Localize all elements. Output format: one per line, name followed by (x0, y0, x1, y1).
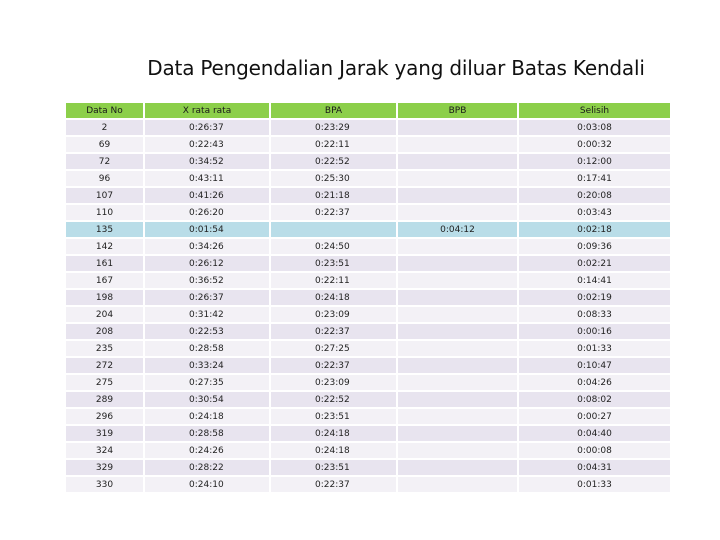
cell-data-no: 2 (66, 119, 144, 136)
cell-selisih: 0:12:00 (518, 153, 671, 170)
cell-selisih: 0:03:43 (518, 204, 671, 221)
cell-x-rata-rata: 0:31:42 (144, 306, 270, 323)
table-row (66, 442, 671, 459)
cell-bpb (397, 391, 518, 408)
cell-bpb (397, 476, 518, 493)
cell-bpa: 0:22:52 (270, 153, 397, 170)
table-row (66, 476, 671, 493)
cell-x-rata-rata: 0:28:58 (144, 340, 270, 357)
cell-data-no: 275 (66, 374, 144, 391)
header-x-rata-rata: X rata rata (144, 103, 270, 119)
cell-data-no: 135 (66, 221, 144, 238)
cell-bpb (397, 136, 518, 153)
cell-data-no: 208 (66, 323, 144, 340)
table-row (66, 357, 671, 374)
cell-x-rata-rata: 0:22:43 (144, 136, 270, 153)
cell-bpb (397, 153, 518, 170)
cell-bpb (397, 255, 518, 272)
cell-x-rata-rata: 0:24:18 (144, 408, 270, 425)
cell-bpb (397, 374, 518, 391)
cell-bpa: 0:24:18 (270, 425, 397, 442)
cell-bpa: 0:23:51 (270, 408, 397, 425)
cell-selisih: 0:09:36 (518, 238, 671, 255)
cell-bpa: 0:24:18 (270, 442, 397, 459)
cell-bpa: 0:23:51 (270, 255, 397, 272)
cell-bpa: 0:22:37 (270, 357, 397, 374)
cell-selisih: 0:00:32 (518, 136, 671, 153)
cell-selisih: 0:08:02 (518, 391, 671, 408)
cell-data-no: 204 (66, 306, 144, 323)
table-row (66, 255, 671, 272)
cell-x-rata-rata: 0:24:10 (144, 476, 270, 493)
cell-x-rata-rata: 0:41:26 (144, 187, 270, 204)
cell-selisih: 0:00:08 (518, 442, 671, 459)
cell-bpb (397, 289, 518, 306)
cell-data-no: 289 (66, 391, 144, 408)
cell-x-rata-rata: 0:27:35 (144, 374, 270, 391)
table-row (66, 340, 671, 357)
cell-data-no: 330 (66, 476, 144, 493)
cell-bpb (397, 425, 518, 442)
cell-x-rata-rata: 0:26:37 (144, 119, 270, 136)
cell-bpb (397, 442, 518, 459)
cell-selisih: 0:14:41 (518, 272, 671, 289)
table-row (66, 323, 671, 340)
table-row (66, 153, 671, 170)
table-row (66, 238, 671, 255)
cell-data-no: 96 (66, 170, 144, 187)
cell-data-no: 198 (66, 289, 144, 306)
cell-selisih: 0:10:47 (518, 357, 671, 374)
cell-x-rata-rata: 0:26:37 (144, 289, 270, 306)
cell-selisih: 0:03:08 (518, 119, 671, 136)
cell-bpb (397, 306, 518, 323)
table-header-row (66, 103, 671, 119)
cell-selisih: 0:20:08 (518, 187, 671, 204)
cell-selisih: 0:02:18 (518, 221, 671, 238)
cell-bpb (397, 170, 518, 187)
cell-x-rata-rata: 0:28:58 (144, 425, 270, 442)
table-row (66, 221, 671, 238)
cell-x-rata-rata: 0:01:54 (144, 221, 270, 238)
cell-bpa: 0:22:37 (270, 204, 397, 221)
cell-bpa: 0:21:18 (270, 187, 397, 204)
cell-selisih: 0:00:27 (518, 408, 671, 425)
cell-data-no: 107 (66, 187, 144, 204)
cell-x-rata-rata: 0:22:53 (144, 323, 270, 340)
cell-bpb (397, 272, 518, 289)
cell-bpa: 0:22:11 (270, 136, 397, 153)
cell-x-rata-rata: 0:36:52 (144, 272, 270, 289)
cell-bpa (270, 221, 397, 238)
data-table (66, 103, 672, 494)
cell-x-rata-rata: 0:24:26 (144, 442, 270, 459)
cell-x-rata-rata: 0:26:12 (144, 255, 270, 272)
cell-x-rata-rata: 0:34:26 (144, 238, 270, 255)
cell-bpb (397, 357, 518, 374)
cell-x-rata-rata: 0:26:20 (144, 204, 270, 221)
cell-selisih: 0:04:40 (518, 425, 671, 442)
cell-selisih: 0:01:33 (518, 340, 671, 357)
table-row (66, 204, 671, 221)
cell-data-no: 319 (66, 425, 144, 442)
cell-bpb (397, 238, 518, 255)
table-row (66, 187, 671, 204)
cell-bpa: 0:23:09 (270, 306, 397, 323)
table-row (66, 374, 671, 391)
table-row (66, 459, 671, 476)
header-data-no: Data No (66, 103, 144, 119)
cell-x-rata-rata: 0:28:22 (144, 459, 270, 476)
cell-bpa: 0:25:30 (270, 170, 397, 187)
cell-x-rata-rata: 0:33:24 (144, 357, 270, 374)
cell-bpa: 0:22:37 (270, 323, 397, 340)
cell-selisih: 0:04:31 (518, 459, 671, 476)
cell-selisih: 0:08:33 (518, 306, 671, 323)
cell-data-no: 324 (66, 442, 144, 459)
table-row (66, 136, 671, 153)
cell-data-no: 167 (66, 272, 144, 289)
cell-bpa: 0:23:51 (270, 459, 397, 476)
cell-data-no: 72 (66, 153, 144, 170)
header-selisih: Selisih (518, 103, 671, 119)
cell-bpa: 0:22:37 (270, 476, 397, 493)
cell-x-rata-rata: 0:34:52 (144, 153, 270, 170)
cell-selisih: 0:02:19 (518, 289, 671, 306)
cell-bpb (397, 323, 518, 340)
cell-bpa: 0:23:29 (270, 119, 397, 136)
cell-data-no: 272 (66, 357, 144, 374)
table-row (66, 170, 671, 187)
cell-x-rata-rata: 0:43:11 (144, 170, 270, 187)
cell-selisih: 0:01:33 (518, 476, 671, 493)
cell-selisih: 0:02:21 (518, 255, 671, 272)
cell-selisih: 0:04:26 (518, 374, 671, 391)
table-row (66, 408, 671, 425)
cell-selisih: 0:17:41 (518, 170, 671, 187)
header-bpa: BPA (270, 103, 397, 119)
cell-bpa: 0:27:25 (270, 340, 397, 357)
table-row (66, 119, 671, 136)
cell-bpa: 0:23:09 (270, 374, 397, 391)
cell-data-no: 235 (66, 340, 144, 357)
cell-x-rata-rata: 0:30:54 (144, 391, 270, 408)
cell-bpa: 0:24:50 (270, 238, 397, 255)
cell-bpb (397, 204, 518, 221)
table-row (66, 272, 671, 289)
cell-data-no: 110 (66, 204, 144, 221)
cell-bpa: 0:22:52 (270, 391, 397, 408)
cell-bpa: 0:22:11 (270, 272, 397, 289)
cell-data-no: 69 (66, 136, 144, 153)
table-row (66, 425, 671, 442)
cell-bpb (397, 119, 518, 136)
table-row (66, 289, 671, 306)
header-bpb: BPB (397, 103, 518, 119)
cell-data-no: 329 (66, 459, 144, 476)
cell-bpb (397, 459, 518, 476)
table-row (66, 306, 671, 323)
cell-data-no: 296 (66, 408, 144, 425)
table-row (66, 391, 671, 408)
cell-bpb: 0:04:12 (397, 221, 518, 238)
table-body (66, 119, 671, 493)
cell-bpb (397, 187, 518, 204)
cell-selisih: 0:00:16 (518, 323, 671, 340)
page-title: Data Pengendalian Jarak yang diluar Batas Kendali (147, 56, 645, 80)
cell-bpb (397, 340, 518, 357)
cell-data-no: 142 (66, 238, 144, 255)
cell-bpa: 0:24:18 (270, 289, 397, 306)
cell-data-no: 161 (66, 255, 144, 272)
cell-bpb (397, 408, 518, 425)
